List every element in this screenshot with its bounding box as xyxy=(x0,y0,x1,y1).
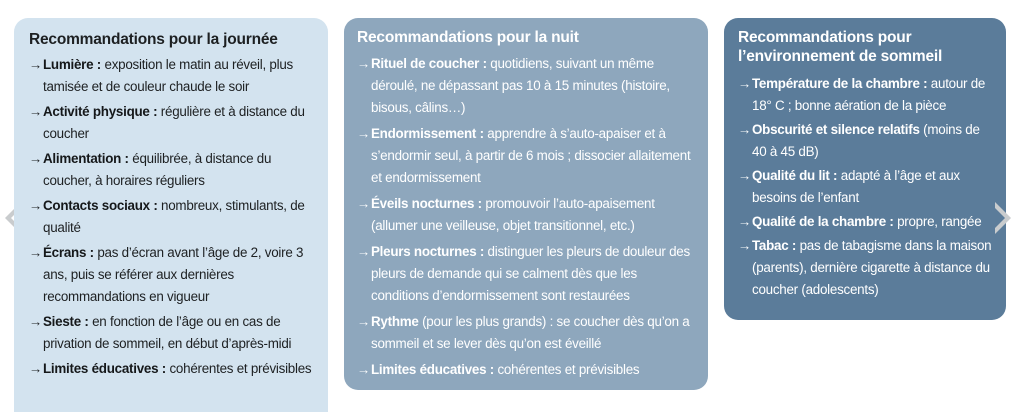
arrow-right-icon: → xyxy=(738,122,752,137)
list-item xyxy=(738,235,996,301)
arrow-right-icon: → xyxy=(738,238,752,253)
item-description: en fonction de l’âge ou en cas de privation de sommeil, en début d’après-midi xyxy=(43,314,292,351)
arrow-right-icon: → xyxy=(29,245,43,260)
arrow-right-icon: → xyxy=(357,126,371,141)
item-description: distinguer les pleurs de douleur des pleurs de demande qui se calment dès que les conditions d’endormissement sont restaurées xyxy=(371,244,690,303)
arrow-right-icon: → xyxy=(29,361,43,376)
item-description: promouvoir l’auto-apaisement (allumer une veilleuse, objet transitionnel, etc.) xyxy=(371,196,655,233)
list-item xyxy=(738,211,996,233)
list-item xyxy=(738,119,996,163)
item-description: nombreux, stimulants, de qualité xyxy=(43,198,305,235)
list-item xyxy=(357,193,696,237)
item-description: quotidiens, suivant un même déroulé, ne dépassant pas 10 à 15 minutes (histoire, bisous, câlins…) xyxy=(371,56,670,115)
list-item xyxy=(738,73,996,117)
arrow-right-icon: → xyxy=(29,151,43,166)
item-description: apprendre à s’auto-apaiser et à s’endormir seul, à partir de 6 mois ; dissocier allaitement et endormissement xyxy=(371,126,691,185)
item-term: Limites éducatives : xyxy=(43,361,167,376)
arrow-right-icon: → xyxy=(738,214,752,229)
item-term: Tabac : xyxy=(752,238,797,253)
item-term: Rythme xyxy=(371,314,419,329)
item-term: Lumière : xyxy=(43,57,102,72)
item-term: Alimentation : xyxy=(43,151,129,166)
panel-day-recommendations xyxy=(14,18,328,412)
item-description: autour de 18° C ; bonne aération de la pièce xyxy=(752,76,986,113)
chevron-right-icon xyxy=(993,200,1013,236)
item-term: Pleurs nocturnes : xyxy=(371,244,485,259)
item-description: (pour les plus grands) : se coucher dès qu’on a sommeil et se lever dès qu’on est éveillé xyxy=(371,314,690,351)
list-item xyxy=(29,195,316,239)
arrow-right-icon: → xyxy=(738,76,752,91)
item-term: Température de la chambre : xyxy=(752,76,928,91)
panel-environment-recommendations xyxy=(724,18,1006,320)
item-description: équilibrée, à distance du coucher, à horaires réguliers xyxy=(43,151,272,188)
arrow-right-icon: → xyxy=(29,104,43,119)
list-item xyxy=(29,358,316,380)
list-item xyxy=(357,241,696,307)
list-item xyxy=(29,242,316,308)
list-item xyxy=(29,101,316,145)
arrow-right-icon: → xyxy=(29,57,43,72)
item-term: Activité physique : xyxy=(43,104,158,119)
item-term: Qualité du lit : xyxy=(752,168,838,183)
panel-title: Recommandations pour l’environnement de sommeil xyxy=(738,29,943,65)
arrow-right-icon: → xyxy=(29,198,43,213)
item-term: Endormissement : xyxy=(371,126,484,141)
item-description: exposition le matin au réveil, plus tamisée et de couleur chaude le soir xyxy=(43,57,293,94)
list-item xyxy=(357,53,696,119)
item-term: Sieste : xyxy=(43,314,89,329)
item-description: adapté à l’âge et aux besoins de l’enfant xyxy=(752,168,960,205)
item-description: cohérentes et prévisibles xyxy=(494,362,640,377)
item-description: propre, rangée xyxy=(893,214,982,229)
next-arrow-button[interactable] xyxy=(992,198,1014,238)
list-item xyxy=(29,148,316,192)
list-item xyxy=(357,123,696,189)
recommendation-list xyxy=(29,54,316,380)
item-term: Qualité de la chambre : xyxy=(752,214,894,229)
item-term: Limites éducatives : xyxy=(371,362,495,377)
list-item xyxy=(29,54,316,98)
item-term: Écrans : xyxy=(43,245,94,260)
item-description: pas de tabagisme dans la maison (parents), dernière cigarette à distance du coucher (adolescents) xyxy=(752,238,992,297)
list-item xyxy=(29,311,316,355)
recommendation-list xyxy=(357,53,696,381)
item-description: (moins de 40 à 45 dB) xyxy=(752,122,980,159)
item-term: Rituel de coucher : xyxy=(371,56,487,71)
item-description: cohérentes et prévisibles xyxy=(166,361,312,376)
arrow-right-icon: → xyxy=(357,314,371,329)
arrow-right-icon: → xyxy=(357,244,371,259)
arrow-right-icon: → xyxy=(357,56,371,71)
arrow-right-icon: → xyxy=(357,196,371,211)
arrow-right-icon: → xyxy=(29,314,43,329)
arrow-right-icon: → xyxy=(738,168,752,183)
list-item xyxy=(738,165,996,209)
panel-title: Recommandations pour la journée xyxy=(29,31,278,48)
panel-night-recommendations xyxy=(344,18,708,390)
list-item xyxy=(357,311,696,355)
item-term: Obscurité et silence relatifs xyxy=(752,122,920,137)
item-description: régulière et à distance du coucher xyxy=(43,104,305,141)
list-item xyxy=(357,359,696,381)
recommendation-list xyxy=(738,73,996,301)
item-term: Contacts sociaux : xyxy=(43,198,158,213)
arrow-right-icon: → xyxy=(357,362,371,377)
item-term: Éveils nocturnes : xyxy=(371,196,482,211)
panel-title: Recommandations pour la nuit xyxy=(357,29,579,46)
item-description: pas d’écran avant l’âge de 2, voire 3 ans, puis se référer aux dernières recommandations en vigueur xyxy=(43,245,304,304)
